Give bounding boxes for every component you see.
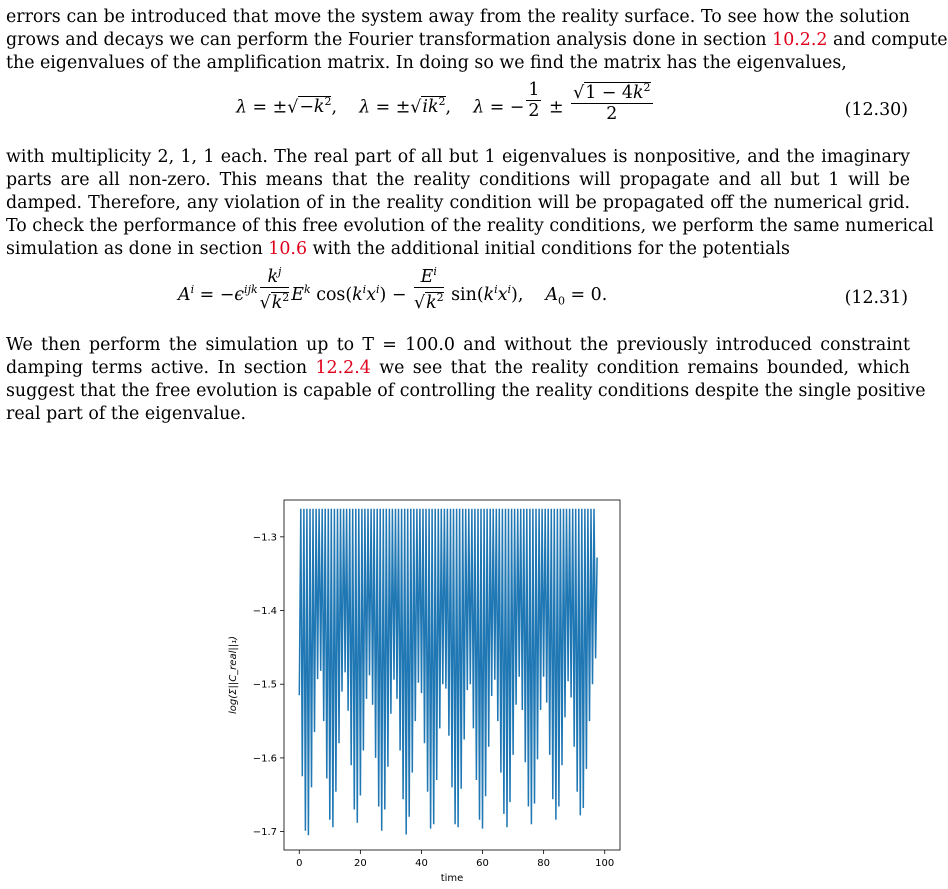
reality-condition-chart [220,490,640,885]
section-link[interactable]: 10.2.2 [772,30,828,50]
y-tick-label: −1.4 [252,606,277,618]
section-link[interactable]: 12.2.4 [315,358,371,378]
paragraph-1 [6,6,948,75]
x-tick-label: 80 [537,858,551,869]
paragraph-3 [6,334,926,426]
equation-12-30 [0,80,914,136]
x-tick-label: 20 [353,858,367,869]
equation-number: (12.31) [844,288,908,308]
equation-number: (12.30) [844,100,908,120]
y-tick-label: −1.7 [252,827,277,839]
x-tick-label: 0 [296,858,303,869]
text-line: grows and decays we can perform the Fourier transformation analysis done in section 10.2.2 and compute [6,30,948,50]
y-tick-label: −1.6 [252,753,277,765]
y-axis-label: log(Σ||C_real||₁) [228,635,239,715]
y-tick-label: −1.3 [252,532,277,544]
text-line: with multiplicity 2, 1, 1 each. The real part of all but 1 eigenvalues is nonpositive, and the imaginary [6,147,910,167]
section-link[interactable]: 10.6 [268,239,308,259]
text-line: errors can be introduced that move the system away from the reality surface. To see how the solution [6,7,910,27]
equation-12-31 [0,265,914,328]
x-tick-label: 60 [476,858,489,869]
text-line: To check the performance of this free evolution of the reality conditions, we perform the same numerical [6,216,934,236]
y-tick-label: −1.5 [252,679,277,691]
series-line [299,509,597,836]
text-line: damped. Therefore, any violation of in the reality condition will be propagated off the numerical grid. [6,193,910,213]
text-line: simulation as done in section 10.6 with the additional initial conditions for the potentials [6,239,790,259]
x-axis-label: time [440,873,464,884]
equation-body: $A^i = -\epsilon^{ijk}$ $\frac{k^j}{√k^2}$ $E^k$ $\cos(k^ix^i)$ − $\frac{E^i}{√k^2}$ $\sin(k^ix^i)$, $A_0 = 0$. [178,278,607,313]
plot-area [299,509,597,836]
text-line: We then perform the simulation up to T = 100.0 and without the previously introduced constraint [6,335,910,355]
text-line: real part of the eigenvalue. [6,404,247,424]
text-line: damping terms active. In section 12.2.4 we see that the reality condition remains bounded, which [6,358,911,378]
x-tick-label: 100 [595,858,615,869]
y-axis [253,532,284,838]
text-line: parts are all non-zero. This means that the reality conditions will propagate and all but 1 will be [6,170,910,190]
equation-body: $\lambda = \pm√-k^2$, $\lambda = \pm√ik^2$, λ = − $\frac{1}{2}$ ± $\frac{√1 - 4k^2}{2}$ [236,92,655,124]
x-tick-label: 40 [415,858,428,869]
x-axis [296,850,614,869]
text-line: the eigenvalues of the amplification matrix. In doing so we find the matrix has the eigenvalues, [6,53,847,73]
text-line: suggest that the free evolution is capable of controlling the reality conditions despite the single positive [6,381,926,401]
paragraph-2 [6,146,934,261]
